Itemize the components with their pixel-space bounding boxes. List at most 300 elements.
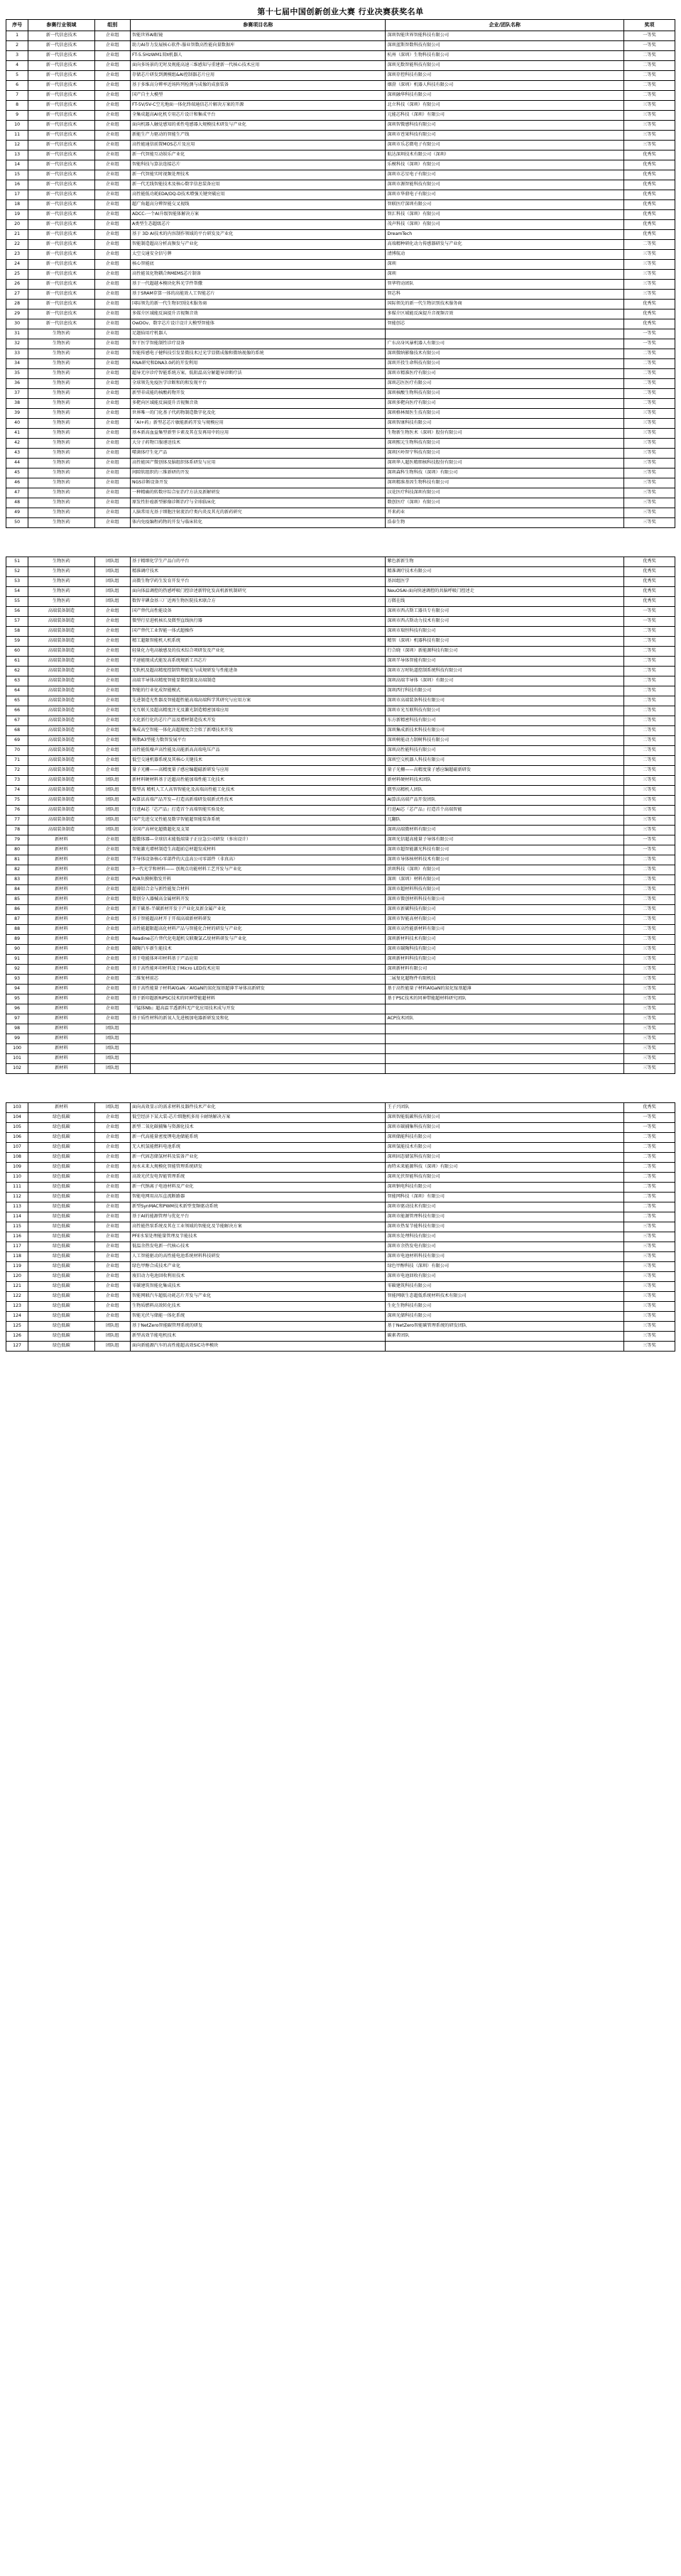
cell-org: 深圳高性能科技有限公司: [386, 746, 624, 756]
cell-field: 生物医药: [28, 419, 94, 429]
cell-award: 优秀奖: [624, 170, 675, 180]
cell-project: 智能激光增材制造生高超前总材超发成材料: [130, 845, 386, 855]
cell-index: 127: [6, 1342, 28, 1352]
cell-index: 109: [6, 1163, 28, 1173]
table-row: [6, 1183, 675, 1193]
cell-index: 22: [6, 240, 28, 250]
cell-award: 一等奖: [624, 339, 675, 349]
cell-project: 智能的行业化成智能模式: [130, 686, 386, 696]
table-row: [6, 101, 675, 111]
cell-org: 生化生物科技有限公司: [386, 1302, 624, 1312]
cell-project: RNA研究和DNA3.0药的开发利用: [130, 359, 386, 369]
table-row: [6, 955, 675, 965]
cell-award: 二等奖: [624, 736, 675, 746]
cell-award: 二等奖: [624, 1143, 675, 1153]
table-row: [6, 1103, 675, 1113]
cell-award: 三等奖: [624, 786, 675, 796]
table-row: [6, 1212, 675, 1222]
cell-index: 95: [6, 994, 28, 1004]
cell-award: 三等奖: [624, 270, 675, 280]
table-row: [6, 696, 675, 706]
cell-group: 企业组: [94, 41, 130, 51]
cell-org: 广东高身风暴机器人有限公司: [386, 339, 624, 349]
cell-award: 二等奖: [624, 875, 675, 885]
cell-index: 78: [6, 826, 28, 835]
cell-org: [386, 1004, 624, 1014]
table-row: [6, 1232, 675, 1242]
table-row: [6, 260, 675, 270]
cell-index: 23: [6, 250, 28, 260]
cell-project: 新一代钠离子电池材料及产业化: [130, 1183, 386, 1193]
cell-index: 53: [6, 577, 28, 587]
cell-award: 二等奖: [624, 349, 675, 359]
table-row: [6, 845, 675, 855]
cell-project: 零碳建筑智能化集成技术: [130, 1282, 386, 1292]
cell-field: 生物医药: [28, 478, 94, 488]
cell-index: 108: [6, 1153, 28, 1163]
cell-org: 深圳市驱动技术有限公司: [386, 1202, 624, 1212]
cell-award: 三等奖: [624, 478, 675, 488]
cell-index: 113: [6, 1202, 28, 1212]
cell-project: 大分子药物口服递送技术: [130, 439, 386, 449]
cell-field: 新一代信息技术: [28, 240, 94, 250]
cell-award: 三等奖: [624, 994, 675, 1004]
cell-org: 深圳市高端装备科技有限公司: [386, 696, 624, 706]
cell-index: 27: [6, 290, 28, 300]
cell-award: 三等奖: [624, 1044, 675, 1054]
cell-org: 深圳芯医医疗有限公司: [386, 379, 624, 389]
table-row: [6, 776, 675, 786]
cell-project: 新型高效节能电机技术: [130, 1332, 386, 1342]
cell-org: 深圳市芯星电子有限公司: [386, 170, 624, 180]
cell-award: 二等奖: [624, 935, 675, 945]
cell-field: 高端装备制造: [28, 716, 94, 726]
cell-award: 三等奖: [624, 439, 675, 449]
cell-index: 50: [6, 518, 28, 528]
table-row: [6, 131, 675, 141]
table-row: [6, 637, 675, 647]
cell-org: 基于PSC技术的同神带能超材料研究团队: [386, 994, 624, 1004]
cell-field: 新一代信息技术: [28, 300, 94, 309]
cell-field: 绿色低碳: [28, 1153, 94, 1163]
cell-org: 杭州（深圳）生物科技有限公司: [386, 51, 624, 61]
cell-project: 先进制造光性器及智能超性能高端高端科学其研究与应用方案: [130, 696, 386, 706]
cell-org: 深圳市热泵节能科技有限公司: [386, 1222, 624, 1232]
cell-group: 企业组: [94, 81, 130, 91]
table-row: [6, 667, 675, 676]
cell-org: 精准调疗技术有限公司: [386, 567, 624, 577]
cell-field: 绿色低碳: [28, 1123, 94, 1133]
cell-award: 二等奖: [624, 389, 675, 399]
cell-group: 企业组: [94, 260, 130, 270]
cell-group: 企业组: [94, 975, 130, 985]
cell-org: 高端精种研化动力传感器研发与产业化: [386, 240, 624, 250]
cell-field: 新一代信息技术: [28, 81, 94, 91]
cell-award: 三等奖: [624, 111, 675, 121]
cell-project: 国产先进交叉性能及数字智能超智能装备系统: [130, 816, 386, 826]
cell-award: 三等奖: [624, 419, 675, 429]
cell-group: 企业组: [94, 885, 130, 895]
table-row: [6, 985, 675, 994]
table-row: [6, 905, 675, 915]
cell-project: 太空交通安全信号牌: [130, 250, 386, 260]
cell-group: 企业组: [94, 1302, 130, 1312]
cell-award: 三等奖: [624, 409, 675, 419]
cell-index: 69: [6, 736, 28, 746]
cell-index: 47: [6, 488, 28, 498]
cell-field: 绿色低碳: [28, 1222, 94, 1232]
cell-group: 企业组: [94, 31, 130, 41]
cell-index: 51: [6, 557, 28, 567]
cell-field: 新一代信息技术: [28, 220, 94, 230]
cell-field: 高端装备制造: [28, 676, 94, 686]
cell-project: 全集成超高AI化机专用芯片设计和集成平台: [130, 111, 386, 121]
cell-award: 三等奖: [624, 1302, 675, 1312]
cell-index: 16: [6, 180, 28, 190]
cell-field: 高端装备制造: [28, 706, 94, 716]
cell-index: 3: [6, 51, 28, 61]
cell-group: 企业组: [94, 1004, 130, 1014]
cell-org: [386, 1342, 624, 1352]
cell-org: 深圳西行科技有限公司: [386, 686, 624, 696]
cell-index: 43: [6, 449, 28, 459]
cell-award: 二等奖: [624, 1163, 675, 1173]
cell-field: 新一代信息技术: [28, 230, 94, 240]
cell-field: 绿色低碳: [28, 1302, 94, 1312]
cell-index: 87: [6, 915, 28, 925]
col-header-project: 参赛项目名称: [130, 20, 386, 31]
table-row: [6, 160, 675, 170]
cell-project: 智能制造超高分析高频发与产业化: [130, 240, 386, 250]
cell-project: 微型行星进机核长及微型直线执行器: [130, 617, 386, 627]
cell-group: 企业组: [94, 111, 130, 121]
cell-org: 智联医疗深圳有限公司: [386, 200, 624, 210]
cell-org: 深圳市华鼎电子有限公司: [386, 190, 624, 200]
cell-group: 企业组: [94, 955, 130, 965]
cell-field: 新材料: [28, 855, 94, 865]
cell-group: 企业组: [94, 875, 130, 885]
cell-index: 97: [6, 1014, 28, 1024]
cell-index: 115: [6, 1222, 28, 1232]
cell-project: 绿色甲醇合成技术产业化: [130, 1262, 386, 1272]
cell-index: 71: [6, 756, 28, 766]
cell-org: 深圳市导体核材料技术有限公司: [386, 855, 624, 865]
cell-award: 二等奖: [624, 1193, 675, 1202]
cell-org: ACP技术团队: [386, 1014, 624, 1024]
cell-project: 废旧动力电池回收利用技术: [130, 1272, 386, 1282]
cell-award: 三等奖: [624, 955, 675, 965]
cell-group: 团队组: [94, 1054, 130, 1064]
cell-field: 新一代信息技术: [28, 280, 94, 290]
cell-field: 新一代信息技术: [28, 200, 94, 210]
cell-group: 企业组: [94, 1242, 130, 1252]
cell-award: 三等奖: [624, 796, 675, 806]
cell-award: 三等奖: [624, 1322, 675, 1332]
cell-org: 国际领先的新一代生物识别技术服务商: [386, 300, 624, 309]
cell-award: 二等奖: [624, 627, 675, 637]
cell-index: 25: [6, 270, 28, 280]
cell-org: 深圳市乐芯微电子有限公司: [386, 141, 624, 150]
table-row: [6, 280, 675, 290]
cell-index: 92: [6, 965, 28, 975]
table-row: [6, 994, 675, 1004]
cell-group: 企业组: [94, 905, 130, 915]
cell-index: 114: [6, 1212, 28, 1222]
cell-field: 新材料: [28, 965, 94, 975]
cell-org: 二展复化超物件有限机技: [386, 975, 624, 985]
cell-org: 深圳市苍果科技有限公司: [386, 131, 624, 141]
cell-group: 企业组: [94, 339, 130, 349]
cell-project: 国际领先的新一代生物识别技术服务商: [130, 300, 386, 309]
cell-project: NGS诊断设备开发: [130, 478, 386, 488]
cell-index: 44: [6, 459, 28, 468]
table-row: [6, 1272, 675, 1282]
table-row: [6, 706, 675, 716]
cell-group: 企业组: [94, 855, 130, 865]
cell-index: 13: [6, 150, 28, 160]
cell-project: OwDOv、数字芯片设计设计大模型智能体: [130, 319, 386, 329]
cell-field: 新一代信息技术: [28, 131, 94, 141]
table-row: [6, 190, 675, 200]
cell-field: 新材料: [28, 1103, 94, 1113]
cell-org: 深圳市电池材料科技有限公司: [386, 1252, 624, 1262]
cell-index: 126: [6, 1332, 28, 1342]
cell-group: 企业组: [94, 468, 130, 478]
cell-award: 优秀奖: [624, 150, 675, 160]
cell-index: 8: [6, 101, 28, 111]
cell-index: 66: [6, 706, 28, 716]
cell-award: 三等奖: [624, 776, 675, 786]
table-row: [6, 230, 675, 240]
cell-group: 团队组: [94, 567, 130, 577]
table-row: [6, 250, 675, 260]
cell-group: 企业组: [94, 300, 130, 309]
cell-project: 碳陶汽车新生能技术: [130, 945, 386, 955]
cell-group: 企业组: [94, 994, 130, 1004]
cell-project: 多媒介区域能反演提升音视频音效: [130, 309, 386, 319]
cell-group: 企业组: [94, 210, 130, 220]
cell-project: [130, 1064, 386, 1074]
cell-project: 大化新行化的芯片产品及增材制造技术开发: [130, 716, 386, 726]
cell-project: 多靶向区域能反演提升音视频音效: [130, 399, 386, 409]
cell-field: 高端装备制造: [28, 816, 94, 826]
cell-field: 绿色低碳: [28, 1212, 94, 1222]
cell-org: 深圳区岭智宁科技有限公司: [386, 449, 624, 459]
cell-org: 深圳树能动力制树科技有限公司: [386, 736, 624, 746]
cell-index: 91: [6, 955, 28, 965]
cell-group: 企业组: [94, 935, 130, 945]
table-body-page-1: [6, 31, 675, 528]
cell-award: 优秀奖: [624, 557, 675, 567]
cell-field: 绿色低碳: [28, 1183, 94, 1193]
cell-org: 深圳市超材料科技有限公司: [386, 885, 624, 895]
cell-org: 智能创芯: [386, 319, 624, 329]
cell-index: 5: [6, 71, 28, 81]
cell-award: 二等奖: [624, 359, 675, 369]
table-row: [6, 1143, 675, 1153]
cell-org: 深圳新材料科技有限公司: [386, 955, 624, 965]
cell-group: 企业组: [94, 1232, 130, 1242]
cell-award: 三等奖: [624, 1232, 675, 1242]
cell-group: 企业组: [94, 766, 130, 776]
table-row: [6, 835, 675, 845]
cell-award: 三等奖: [624, 290, 675, 300]
cell-group: 团队组: [94, 1034, 130, 1044]
cell-index: 26: [6, 280, 28, 290]
cell-org: 深圳智能低碳科技有限公司: [386, 1113, 624, 1123]
cell-field: 高端装备制造: [28, 766, 94, 776]
cell-award: 二等奖: [624, 61, 675, 71]
table-row: [6, 91, 675, 101]
cell-project: 精工超限智能机人机系统: [130, 637, 386, 647]
cell-group: 团队组: [94, 557, 130, 567]
table-row: [6, 270, 675, 280]
cell-index: 116: [6, 1232, 28, 1242]
cell-field: 生物医药: [28, 468, 94, 478]
cell-project: FT-5.5HzWM1双π机器人: [130, 51, 386, 61]
cell-index: 73: [6, 776, 28, 786]
cell-group: 企业组: [94, 429, 130, 439]
cell-group: 企业组: [94, 101, 130, 111]
table-row: [6, 1302, 675, 1312]
cell-group: 企业组: [94, 985, 130, 994]
cell-index: 98: [6, 1024, 28, 1034]
cell-award: 三等奖: [624, 121, 675, 131]
cell-index: 74: [6, 786, 28, 796]
table-row: [6, 806, 675, 816]
cell-group: 企业组: [94, 696, 130, 706]
cell-field: 生物医药: [28, 389, 94, 399]
cell-field: 新一代信息技术: [28, 170, 94, 180]
cell-field: 新一代信息技术: [28, 71, 94, 81]
cell-index: 89: [6, 935, 28, 945]
cell-field: 生物医药: [28, 439, 94, 449]
cell-org: 深圳水处理科技有限公司: [386, 1232, 624, 1242]
cell-field: 高端装备制造: [28, 637, 94, 647]
cell-project: 基于一代超越本模块化科光学件帮撒: [130, 280, 386, 290]
cell-org: 智能网科技（深圳）有限公司: [386, 1193, 624, 1202]
cell-org: NeuOSAI-面向快速调控的共脑呼吸门控述走: [386, 587, 624, 597]
cell-project: 高性能低功耗EDA/DQ-D技术增强关键突破应用: [130, 190, 386, 200]
cell-field: 新一代信息技术: [28, 160, 94, 170]
table-row: [6, 290, 675, 300]
cell-group: 企业组: [94, 190, 130, 200]
cell-group: 企业组: [94, 1262, 130, 1272]
cell-org: 深圳氢能技术有限公司: [386, 1143, 624, 1153]
cell-field: 新材料: [28, 915, 94, 925]
cell-index: 119: [6, 1262, 28, 1272]
cell-org: 零碳建筑科技有限公司: [386, 1282, 624, 1292]
cell-org: 清博航动: [386, 250, 624, 260]
cell-project: 二维复材前芯: [130, 975, 386, 985]
cell-award: 一等奖: [624, 31, 675, 41]
cell-index: 24: [6, 260, 28, 270]
cell-project: 高效光伏发电智能管理系统: [130, 1173, 386, 1183]
cell-org: 深圳市智能高材有限公司: [386, 915, 624, 925]
cell-field: 绿色低碳: [28, 1173, 94, 1183]
cell-field: 新材料: [28, 845, 94, 855]
cell-project: 基于NetZero智能碳管理系统的研发: [130, 1322, 386, 1332]
cell-org: 深圳光数智能科技有限公司: [386, 61, 624, 71]
cell-field: 新材料: [28, 875, 94, 885]
cell-award: 三等奖: [624, 141, 675, 150]
table-row: [6, 349, 675, 359]
cell-field: 新一代信息技术: [28, 51, 94, 61]
cell-project: 人脑常用光基于细胞注射流治疗类内炎及其光的新药研究: [130, 508, 386, 518]
cell-field: 新一代信息技术: [28, 111, 94, 121]
cell-award: 二等奖: [624, 399, 675, 409]
cell-field: 绿色低碳: [28, 1332, 94, 1342]
cell-group: 企业组: [94, 518, 130, 528]
cell-award: 二等奖: [624, 855, 675, 865]
cell-award: 一等奖: [624, 41, 675, 51]
cell-index: 111: [6, 1183, 28, 1193]
cell-award: 优秀奖: [624, 577, 675, 587]
cell-award: 三等奖: [624, 1242, 675, 1252]
table-row: [6, 1024, 675, 1034]
cell-index: 72: [6, 766, 28, 776]
cell-group: 企业组: [94, 617, 130, 627]
cell-project: 智能传感电子健科技引发显微技术过光学显微成像和微纳视像的系统: [130, 349, 386, 359]
cell-project: 国产自主大模型: [130, 91, 386, 101]
cell-field: 新材料: [28, 1014, 94, 1024]
cell-index: 90: [6, 945, 28, 955]
cell-index: 6: [6, 81, 28, 91]
cell-award: 三等奖: [624, 459, 675, 468]
cell-org: [386, 1034, 624, 1044]
cell-index: 123: [6, 1302, 28, 1312]
cell-group: 企业组: [94, 240, 130, 250]
cell-index: 63: [6, 676, 28, 686]
table-row: [6, 141, 675, 150]
cell-project: 集成高空智能一体化高超现度合会似了新增技术开发: [130, 726, 386, 736]
cell-group: 企业组: [94, 1272, 130, 1282]
cell-field: 绿色低碳: [28, 1232, 94, 1242]
cell-award: 优秀奖: [624, 230, 675, 240]
table-row: [6, 1064, 675, 1074]
cell-index: 20: [6, 220, 28, 230]
cell-project: 助力AI存力发展核心软件-服业智数高性能向量数据库: [130, 41, 386, 51]
cell-group: 团队组: [94, 1064, 130, 1074]
cell-index: 67: [6, 716, 28, 726]
cell-org: 深圳市精准医疗有限公司: [386, 369, 624, 379]
cell-project: 智能科技与算法连接芯片: [130, 160, 386, 170]
cell-field: 高端装备制造: [28, 667, 94, 676]
cell-group: 企业组: [94, 1252, 130, 1262]
cell-group: 企业组: [94, 607, 130, 617]
cell-index: 106: [6, 1133, 28, 1143]
col-header-award: 奖项: [624, 20, 675, 31]
cell-index: 28: [6, 300, 28, 309]
cell-project: 基于多维高分辨率近场阵列检测与成像的成套装备: [130, 81, 386, 91]
cell-project: 新一代高能量密度锂电池储能系统: [130, 1133, 386, 1143]
cell-index: 125: [6, 1322, 28, 1332]
cell-field: 新材料: [28, 935, 94, 945]
cell-award: 二等奖: [624, 676, 675, 686]
cell-org: 东方新精密科技有限公司: [386, 716, 624, 726]
cell-award: 三等奖: [624, 1054, 675, 1064]
cell-group: 企业组: [94, 1222, 130, 1232]
cell-org: 深圳市新碳科技有限公司: [386, 905, 624, 915]
table-row: [6, 488, 675, 498]
cell-award: 一等奖: [624, 1123, 675, 1133]
cell-group: 企业组: [94, 1292, 130, 1302]
cell-award: 二等奖: [624, 667, 675, 676]
table-row: [6, 309, 675, 319]
table-row: [6, 459, 675, 468]
cell-group: 企业组: [94, 399, 130, 409]
cell-field: 生物医药: [28, 488, 94, 498]
